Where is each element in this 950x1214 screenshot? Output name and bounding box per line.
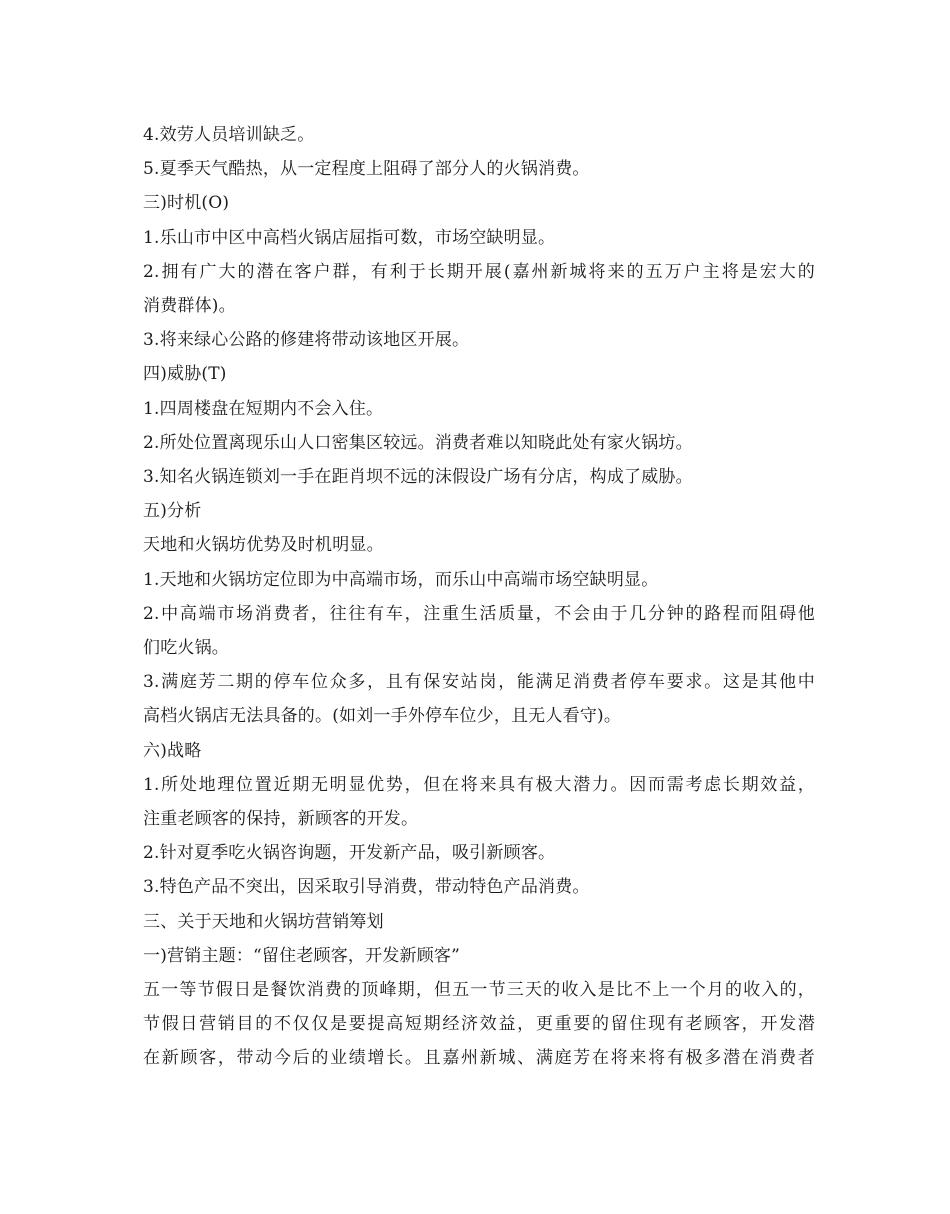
text-line: 3.特色产品不突出，因采取引导消费，带动特色产品消费。 [143, 877, 590, 898]
chapter-heading: 三、关于天地和火锅坊营销筹划 [143, 911, 384, 932]
section-heading: 三)时机(O) [143, 193, 230, 214]
text-line: 5.夏季天气酷热，从一定程度上阻碍了部分人的火锅消费。 [143, 159, 590, 180]
text-line: 4.效劳人员培训缺乏。 [143, 125, 315, 145]
section-heading: 六)战略 [143, 740, 202, 761]
text-line: 在新顾客，带动今后的业绩增长。且嘉州新城、满庭芳在将来将有极多潜在消费者 [143, 1048, 815, 1069]
text-line: 1.四周楼盘在短期内不会入住。 [143, 398, 384, 419]
text-line: 2.中高端市场消费者，往往有车，注重生活质量，不会由于几分钟的路程而阻碍他 [143, 603, 815, 624]
text-line: 3.知名火锅连锁刘一手在距肖坝不远的沫假设广场有分店，构成了威胁。 [143, 467, 693, 488]
text-line: 2.针对夏季吃火锅咨询题，开发新产品，吸引新顾客。 [143, 843, 556, 864]
text-line: 高档火锅店无法具备的。(如刘一手外停车位少，且无人看守)。 [143, 706, 622, 727]
text-line: 注重老顾客的保持，新顾客的开发。 [143, 809, 419, 830]
text-line: 3.满庭芳二期的停车位众多，且有保安站岗，能满足消费者停车要求。这是其他中 [143, 672, 815, 693]
text-line: 1.所处地理位置近期无明显优势，但在将来具有极大潜力。因而需考虑长期效益， [143, 774, 815, 795]
text-line: 3.将来绿心公路的修建将带动该地区开展。 [143, 330, 470, 351]
text-line: 节假日营销目的不仅仅是要提高短期经济效益，更重要的留住现有老顾客，开发潜 [143, 1014, 815, 1035]
text-line: 1.乐山市中区中高档火锅店屈指可数，市场空缺明显。 [143, 227, 556, 248]
text-line: 消费群体)。 [143, 296, 236, 317]
text-line: 2.所处位置离现乐山人口密集区较远。消费者难以知晓此处有家火锅坊。 [143, 432, 693, 453]
document-body [143, 118, 815, 1076]
text-line: 1.天地和火锅坊定位即为中高端市场，而乐山中高端市场空缺明显。 [143, 569, 659, 590]
text-line: 2.拥有广大的潜在客户群，有利于长期开展(嘉州新城将来的五万户主将是宏大的 [143, 261, 815, 282]
section-heading: 五)分析 [143, 501, 202, 522]
text-line: 天地和火锅坊优势及时机明显。 [143, 535, 384, 556]
section-heading: 一)营销主题：“留住老顾客，开发新顾客” [143, 945, 461, 966]
text-line: 们吃火锅。 [143, 638, 229, 659]
text-line: 五一等节假日是餐饮消费的顶峰期，但五一节三天的收入是比不上一个月的收入的， [143, 980, 815, 1001]
section-heading: 四)威胁(T) [143, 364, 227, 385]
